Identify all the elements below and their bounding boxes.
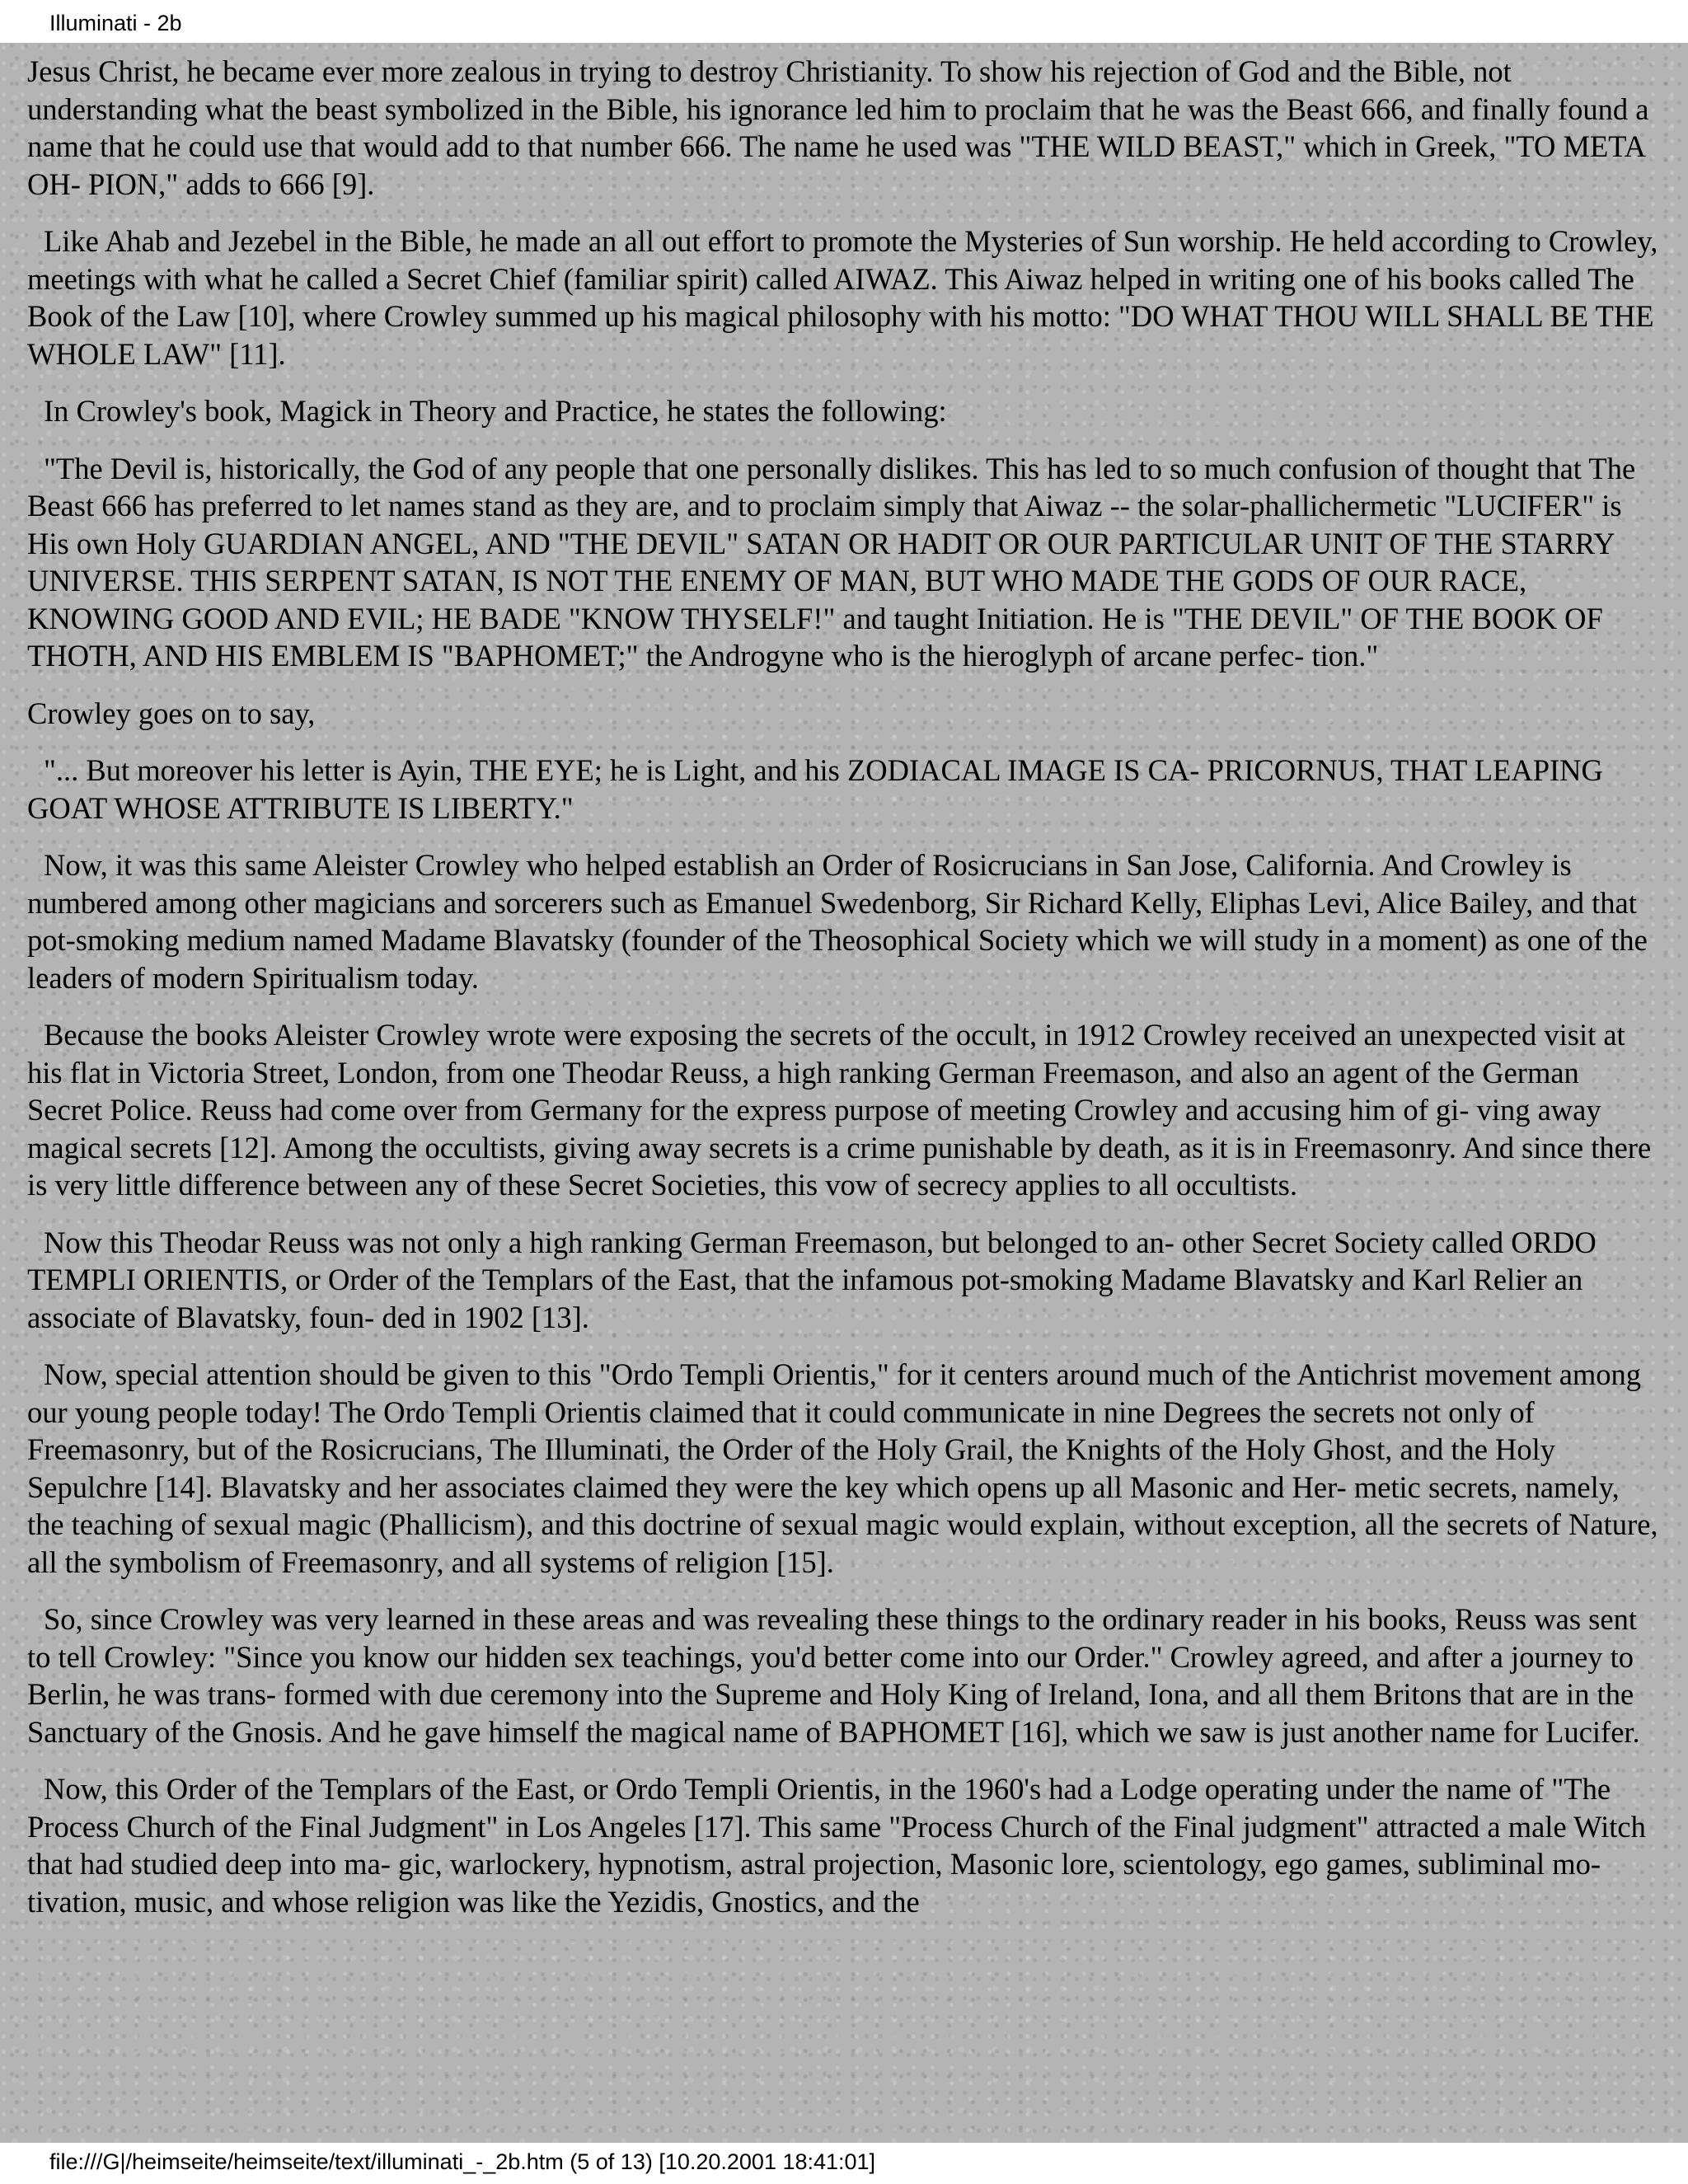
paragraph: In Crowley's book, Magick in Theory and Practice, he states the following: bbox=[44, 394, 947, 428]
quote-paragraph: "... But moreover his letter is Ayin, THE EYE; he is Light, and his ZODIACAL IMAGE IS CA- PRICORNUS, THAT LEAPING GOAT WHOSE ATTRIBUTE IS LIBERTY." bbox=[27, 753, 1603, 825]
paragraph: Now, this Order of the Templars of the East, or Ordo Templi Orientis, in the 1960's had a Lodge operating under the name of "The Process Church of the Final Judgment" in Los Angeles [17]. This same "Process Church of the Final judgment" attracted a male Witch that had studied deep into ma- gic, warlockery, hypnotism, astral projection, Masonic lore, scientology, ego games, subliminal mo- tivation, music, and whose religion was like the Yezidis, Gnostics, and the bbox=[27, 1772, 1646, 1919]
paragraph: Now, special attention should be given to this "Ordo Templi Orientis," for it centers around much of the Antichrist movement among our young people today! The Ordo Templi Orientis claimed that it could communicate in nine Degrees the secrets not only of Freemasonry, but of the Rosicrucians, The Illuminati, the Order of the Holy Grail, the Knights of the Holy Ghost, and the Holy Sepulchre [14]. Blavatsky and her associates claimed they were the key which opens up all Masonic and Her- metic secrets, namely, the teaching of sexual magic (Phallicism), and this doctrine of sexual magic would explain, without exception, all the secrets of Nature, all the symbolism of Freemasonry, and all systems of religion [15]. bbox=[27, 1357, 1658, 1579]
paragraph: Because the books Aleister Crowley wrote were exposing the secrets of the occult, in 1912 Crowley received an unexpected visit at his flat in Victoria Street, London, from one Theodar Reuss, a high ranking German Freemason, and also an agent of the German Secret Police. Reuss had come over from Germany for the express purpose of meeting Crowley and accusing him of gi- ving away magical secrets [12]. Among the occultists, giving away secrets is a crime punishable by death, as it is in Freemasonry. And since there is very little difference between any of these Secret Societies, this vow of secrecy applies to all occultists. bbox=[27, 1018, 1652, 1202]
paragraph: Crowley goes on to say, bbox=[27, 696, 316, 730]
paragraph: Now this Theodar Reuss was not only a high ranking German Freemason, but belonged to an- other Secret Society called ORDO TEMPLI ORIENTIS, or Order of the Templars of the East, that the infamous pot-smoking Madame Blavatsky and Karl Relier an associate of Blavatsky, foun- ded in 1902 [13]. bbox=[27, 1225, 1597, 1334]
file-path-footer: file:///G|/heimseite/heimseite/text/illuminati_-_2b.htm (5 of 13) [10.20.2001 18:41:01] bbox=[49, 2149, 876, 2174]
paragraph: Like Ahab and Jezebel in the Bible, he made an all out effort to promote the Mysteries of Sun worship. He held according to Crowley, meetings with what he called a Secret Chief (familiar spirit) called AIWAZ. This Aiwaz helped in writing one of his books called The Book of the Law [10], where Crowley summed up his magical philosophy with his motto: "DO WHAT THOU WILL SHALL BE THE WHOLE LAW" [11]. bbox=[27, 224, 1658, 371]
paragraph: Jesus Christ, he became ever more zealous in trying to destroy Christianity. To show his rejection of God and the Bible, not understanding what the beast symbolized in the Bible, his ignorance led him to proclaim that he was the Beast 666, and finally found a name that he could use that would add to that number 666. The name he used was "THE WILD BEAST," which in Greek, "TO META OH- PION," adds to 666 [9]. bbox=[27, 54, 1649, 201]
page-footer bbox=[0, 2143, 1688, 2184]
article-text bbox=[27, 53, 1661, 1940]
paragraph: So, since Crowley was very learned in these areas and was revealing these things to the ordinary reader in his books, Reuss was sent to tell Crowley: "Since you know our hidden sex teachings, you'd better come into our Order." Crowley agreed, and after a journey to Berlin, he was trans- formed with due ceremony into the Supreme and Holy King of Ireland, Iona, and all them Britons that are in the Sanctuary of the Gnosis. And he gave himself the magical name of BAPHOMET [16], which we saw is just another name for Lucifer. bbox=[27, 1602, 1640, 1749]
page-header bbox=[0, 0, 1688, 43]
paragraph: Now, it was this same Aleister Crowley who helped establish an Order of Rosicrucians in San Jose, California. And Crowley is numbered among other magicians and sorcerers such as Emanuel Swedenborg, Sir Richard Kelly, Eliphas Levi, Alice Bailey, and that pot-smoking medium named Madame Blavatsky (founder of the Theosophical Society which we will study in a moment) as one of the leaders of modern Spiritualism today. bbox=[27, 848, 1648, 995]
quote-paragraph: "The Devil is, historically, the God of any people that one personally dislikes. This has led to so much confusion of thought that The Beast 666 has preferred to let names stand as they are, and to proclaim simply that Aiwaz -- the solar-phallichermetic "LUCIFER" is His own Holy GUARDIAN ANGEL, AND "THE DEVIL" SATAN OR HADIT OR OUR PARTICULAR UNIT OF THE STARRY UNIVERSE. THIS SERPENT SATAN, IS NOT THE ENEMY OF MAN, BUT WHO MADE THE GODS OF OUR RACE, KNOWING GOOD AND EVIL; HE BADE "KNOW THYSELF!" and taught Initiation. He is "THE DEVIL" OF THE BOOK OF THOTH, AND HIS EMBLEM IS "BAPHOMET;" the Androgyne who is the hieroglyph of arcane perfec- tion." bbox=[27, 451, 1636, 673]
page-title: Illuminati - 2b bbox=[49, 11, 182, 35]
document-body bbox=[0, 43, 1688, 2143]
